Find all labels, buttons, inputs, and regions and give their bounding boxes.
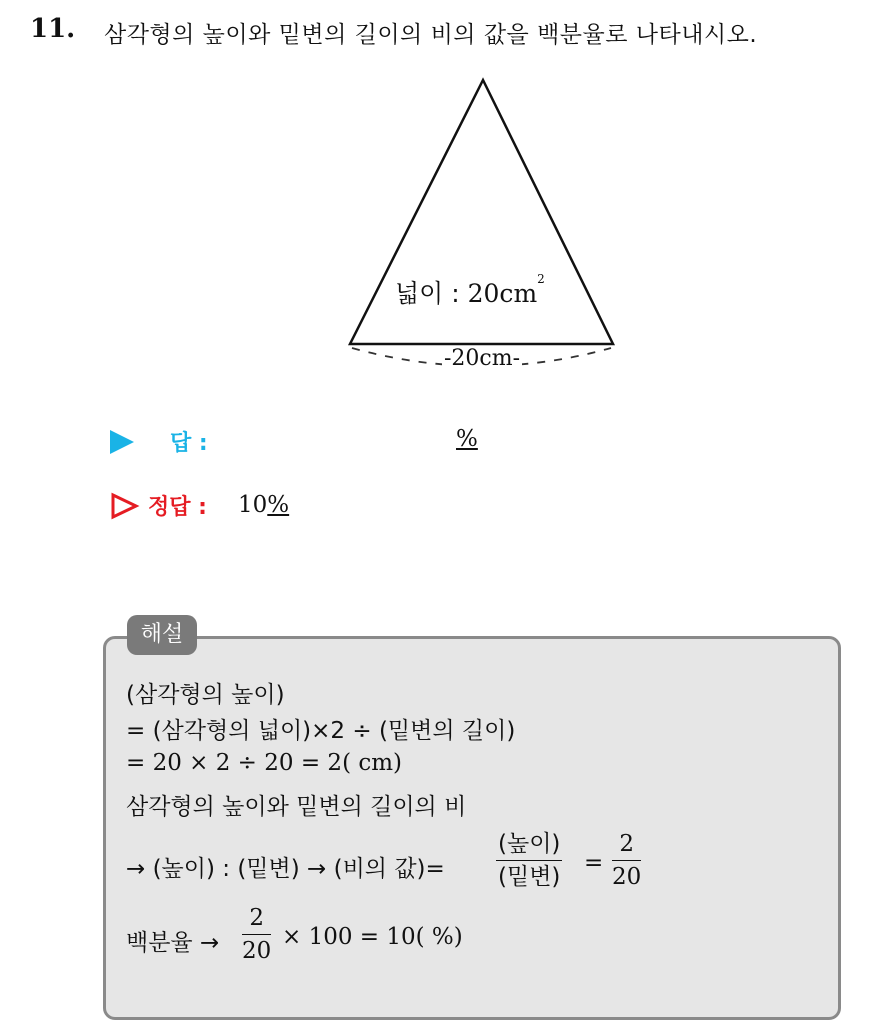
- explanation-tab: 해설: [127, 615, 197, 655]
- correct-answer-value: [238, 492, 289, 518]
- area-label: [395, 274, 545, 310]
- explanation-line-6-prefix: 백분율 →: [126, 930, 220, 956]
- fraction-numerator: (높이): [496, 830, 562, 861]
- area-value: 20cm: [467, 279, 538, 308]
- explanation-line-1: (삼각형의 높이): [126, 682, 285, 708]
- explanation-line-3: = 20 × 2 ÷ 20 = 2( cm): [126, 750, 403, 776]
- correct-answer-label: 정답 :: [148, 495, 207, 520]
- question-text: 삼각형의 높이와 밑변의 길이의 비의 값을 백분율로 나타내시오.: [104, 22, 758, 48]
- correct-answer-row: [110, 490, 610, 524]
- area-exponent: 2: [537, 272, 545, 286]
- correct-answer-number: 10: [238, 492, 268, 518]
- answer-row: [110, 424, 610, 458]
- answer-label: 답 :: [170, 431, 208, 456]
- explanation-line-2: = (삼각형의 넓이)×2 ÷ (밑변의 길이): [126, 718, 516, 744]
- explanation-line-5-prefix: → (높이) : (밑변) → (비의 값)=: [126, 856, 445, 882]
- triangle-figure: [330, 72, 630, 382]
- correct-answer-unit: %: [267, 492, 290, 518]
- question-number: 11.: [30, 14, 76, 44]
- fraction-numerator: 2: [612, 830, 641, 861]
- fraction-numerator: 2: [242, 904, 271, 935]
- base-label: -20cm-: [444, 346, 521, 371]
- fraction-2-over-20: [612, 830, 641, 891]
- fraction-denominator: (밑변): [498, 864, 561, 890]
- explanation-line-4: 삼각형의 높이와 밑변의 길이의 비: [126, 794, 467, 820]
- area-label-prefix: 넓이 :: [395, 279, 468, 308]
- fraction-denominator: 20: [242, 938, 272, 964]
- explanation-line-6-suffix: × 100 = 10( %): [282, 924, 463, 950]
- fraction-2-over-20-percent: [242, 904, 271, 965]
- play-icon: [110, 430, 134, 454]
- outline-play-icon: [110, 492, 140, 520]
- fraction-denominator: 20: [612, 864, 642, 890]
- answer-input-blank[interactable]: %: [456, 426, 478, 452]
- equals-sign: =: [584, 850, 604, 876]
- fraction-height-over-base: [496, 830, 562, 891]
